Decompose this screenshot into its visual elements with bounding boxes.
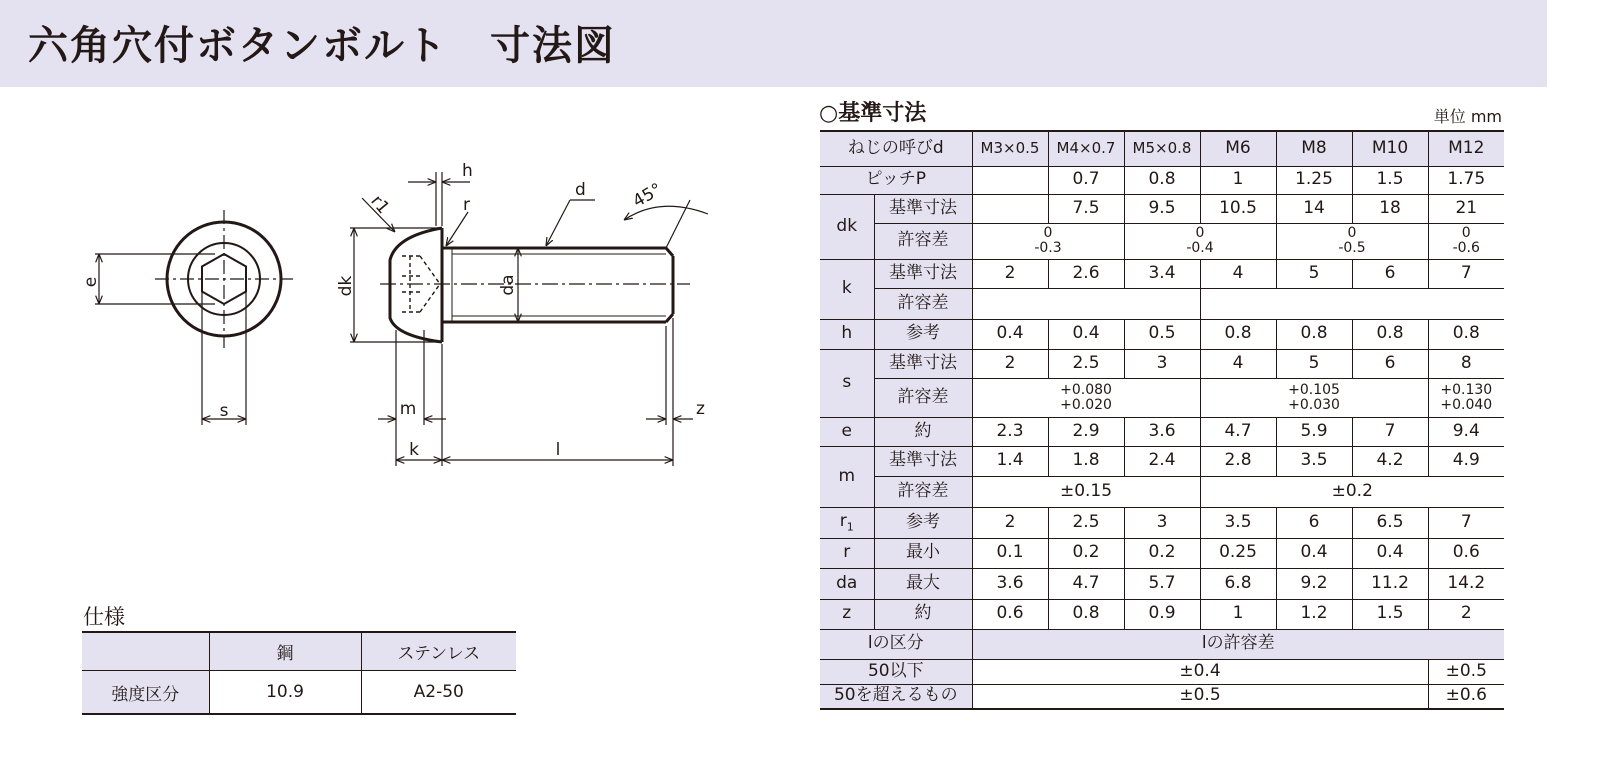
pitch-label: ピッチP <box>820 166 972 194</box>
table-cell: 6.8 <box>1200 568 1276 599</box>
l-row1-label: 50以下 <box>820 659 972 684</box>
table-cell: 0.4 <box>1352 538 1428 568</box>
label-r1: r1 <box>366 191 394 219</box>
da-sub-label: 最大 <box>874 568 972 599</box>
l-tolerance-header: lの許容差 <box>972 629 1504 659</box>
table-cell: +0.080 +0.020 <box>972 378 1200 417</box>
table-cell: 6 <box>1352 259 1428 288</box>
table-cell: 11.2 <box>1352 568 1428 599</box>
table-cell: 7 <box>1428 259 1504 288</box>
spec-title: 仕様 <box>83 605 125 629</box>
table-cell: 8 <box>1428 349 1504 378</box>
table-cell: 2.5 <box>1048 349 1124 378</box>
table-cell: 9.2 <box>1276 568 1352 599</box>
spec-row-label: 強度区分 <box>82 671 209 715</box>
table-cell: 5.7 <box>1124 568 1200 599</box>
size-col: M10 <box>1352 131 1428 166</box>
table-cell: 9.5 <box>1124 194 1200 223</box>
spec-val-steel: 10.9 <box>209 671 361 715</box>
s-basic-label: 基準寸法 <box>874 349 972 378</box>
table-cell <box>972 288 1200 319</box>
label-s: s <box>219 401 229 421</box>
table-cell: 5.9 <box>1276 417 1352 446</box>
table-cell <box>972 166 1048 194</box>
table-cell: 0.8 <box>1200 319 1276 349</box>
table-cell: 14.2 <box>1428 568 1504 599</box>
table-cell: 2.5 <box>1048 507 1124 538</box>
table-cell: 2 <box>972 507 1048 538</box>
table-cell: 1 <box>1200 166 1276 194</box>
table-cell: 2.3 <box>972 417 1048 446</box>
table-cell: 7 <box>1428 507 1504 538</box>
table-cell: 0.9 <box>1124 599 1200 629</box>
table-cell: 0.8 <box>1352 319 1428 349</box>
table-cell: 0.2 <box>1048 538 1124 568</box>
header-size-label: ねじの呼びd <box>820 131 972 166</box>
size-col: M12 <box>1428 131 1504 166</box>
label-r: r <box>463 195 470 215</box>
table-cell: 5 <box>1276 349 1352 378</box>
table-cell: 3 <box>1124 507 1200 538</box>
page-title: 六角穴付ボタンボルト 寸法図 <box>28 23 616 69</box>
table-cell: 0.7 <box>1048 166 1124 194</box>
table-cell: 0.8 <box>1124 166 1200 194</box>
table-cell: 9.4 <box>1428 417 1504 446</box>
spec-corner <box>82 632 209 671</box>
label-dk: dk <box>336 275 356 297</box>
label-d: d <box>575 180 586 200</box>
table-cell: 4 <box>1200 349 1276 378</box>
size-col: M6 <box>1200 131 1276 166</box>
table-cell: ±0.2 <box>1200 476 1504 507</box>
table-cell: 0.8 <box>1428 319 1504 349</box>
table-cell: 0.4 <box>972 319 1048 349</box>
z-sub-label: 約 <box>874 599 972 629</box>
table-cell: 0.6 <box>972 599 1048 629</box>
table-cell: 4.7 <box>1048 568 1124 599</box>
size-col: M5×0.8 <box>1124 131 1200 166</box>
table-cell: 2.8 <box>1200 446 1276 476</box>
table-cell: 2.9 <box>1048 417 1124 446</box>
z-label: z <box>820 599 874 629</box>
table-cell: 1.8 <box>1048 446 1124 476</box>
table-cell: 5 <box>1276 259 1352 288</box>
table-cell: 3.4 <box>1124 259 1200 288</box>
label-e: e <box>81 276 101 288</box>
dk-label: dk <box>820 194 874 259</box>
table-cell: ±0.15 <box>972 476 1200 507</box>
h-sub-label: 参考 <box>874 319 972 349</box>
table-cell: 0.8 <box>1048 599 1124 629</box>
table-cell: 21 <box>1428 194 1504 223</box>
table-cell: 1.75 <box>1428 166 1504 194</box>
m-tol-label: 許容差 <box>874 476 972 507</box>
r1-sub-label: 参考 <box>874 507 972 538</box>
table-cell: 3.6 <box>972 568 1048 599</box>
dk-basic-label: 基準寸法 <box>874 194 972 223</box>
m-basic-label: 基準寸法 <box>874 446 972 476</box>
l-category-label: lの区分 <box>820 629 972 659</box>
size-col: M3×0.5 <box>972 131 1048 166</box>
s-label: s <box>820 349 874 417</box>
table-cell: 1.5 <box>1352 166 1428 194</box>
table-cell: ±0.5 <box>972 684 1428 709</box>
table-cell: 3.6 <box>1124 417 1200 446</box>
r-label: r <box>820 538 874 568</box>
table-cell: 3.5 <box>1276 446 1352 476</box>
k-tol-label: 許容差 <box>874 288 972 319</box>
l-row2-label: 50を超えるもの <box>820 684 972 709</box>
table-cell: 0.4 <box>1048 319 1124 349</box>
table-cell: 4.7 <box>1200 417 1276 446</box>
r-sub-label: 最小 <box>874 538 972 568</box>
s-tol-label: 許容差 <box>874 378 972 417</box>
table-cell: 0.1 <box>972 538 1048 568</box>
table-cell: 6 <box>1352 349 1428 378</box>
e-sub-label: 約 <box>874 417 972 446</box>
label-z: z <box>696 399 705 419</box>
table-cell: 6 <box>1276 507 1352 538</box>
size-col: M8 <box>1276 131 1352 166</box>
table-cell: 0 -0.5 <box>1276 223 1428 259</box>
bolt-dimension-drawing <box>70 150 710 480</box>
table-cell: 2.4 <box>1124 446 1200 476</box>
label-l: l <box>555 440 561 460</box>
label-h: h <box>462 161 473 181</box>
table-cell: 10.5 <box>1200 194 1276 223</box>
table-cell: +0.130 +0.040 <box>1428 378 1504 417</box>
da-label: da <box>820 568 874 599</box>
table-cell: 0.4 <box>1276 538 1352 568</box>
standard-dimension-table <box>820 130 1504 710</box>
table-cell: 6.5 <box>1352 507 1428 538</box>
spec-table <box>82 631 516 715</box>
table-cell: ±0.5 <box>1428 659 1504 684</box>
table-cell: 0 -0.4 <box>1124 223 1276 259</box>
label-m: m <box>399 399 417 419</box>
table-cell: 4.9 <box>1428 446 1504 476</box>
table-cell: 1.5 <box>1352 599 1428 629</box>
table-cell: 1 <box>1200 599 1276 629</box>
table-cell: 0 -0.6 <box>1428 223 1504 259</box>
table-cell: 0.6 <box>1428 538 1504 568</box>
r1-label-sub: 1 <box>846 519 854 533</box>
table-cell: 0.25 <box>1200 538 1276 568</box>
table-cell: 0 -0.3 <box>972 223 1124 259</box>
table-cell: 3.5 <box>1200 507 1276 538</box>
table-cell: 2.6 <box>1048 259 1124 288</box>
table-cell: 14 <box>1276 194 1352 223</box>
table-cell: 7.5 <box>1048 194 1124 223</box>
r1-label-main: r <box>839 510 847 531</box>
table-cell: 1.4 <box>972 446 1048 476</box>
table-cell: 4.2 <box>1352 446 1428 476</box>
table-cell: ±0.6 <box>1428 684 1504 709</box>
standard-title: ○基準寸法 <box>819 101 927 126</box>
table-cell: 0.2 <box>1124 538 1200 568</box>
table-cell: 18 <box>1352 194 1428 223</box>
table-cell: 0.8 <box>1276 319 1352 349</box>
table-cell: 4 <box>1200 259 1276 288</box>
table-cell: +0.105 +0.030 <box>1200 378 1428 417</box>
label-angle: 45° <box>629 179 666 212</box>
h-label: h <box>820 319 874 349</box>
table-cell: 0.5 <box>1124 319 1200 349</box>
table-cell: 1.2 <box>1276 599 1352 629</box>
unit-label: 単位 mm <box>1433 107 1502 126</box>
dk-tol-label: 許容差 <box>874 223 972 259</box>
table-cell: 7 <box>1352 417 1428 446</box>
label-k: k <box>409 440 419 460</box>
table-cell <box>972 194 1048 223</box>
spec-val-stainless: A2-50 <box>361 671 516 715</box>
k-basic-label: 基準寸法 <box>874 259 972 288</box>
table-cell: 2 <box>972 259 1048 288</box>
m-label: m <box>820 446 874 507</box>
spec-col-stainless: ステンレス <box>361 632 516 671</box>
label-da: da <box>498 274 518 296</box>
table-cell: 1.25 <box>1276 166 1352 194</box>
k-label: k <box>820 259 874 319</box>
size-col: M4×0.7 <box>1048 131 1124 166</box>
spec-col-steel: 鋼 <box>209 632 361 671</box>
table-cell: 2 <box>972 349 1048 378</box>
table-cell <box>1200 288 1504 319</box>
r1-label <box>820 507 874 538</box>
table-cell: ±0.4 <box>972 659 1428 684</box>
table-cell: 2 <box>1428 599 1504 629</box>
table-cell: 3 <box>1124 349 1200 378</box>
e-label: e <box>820 417 874 446</box>
